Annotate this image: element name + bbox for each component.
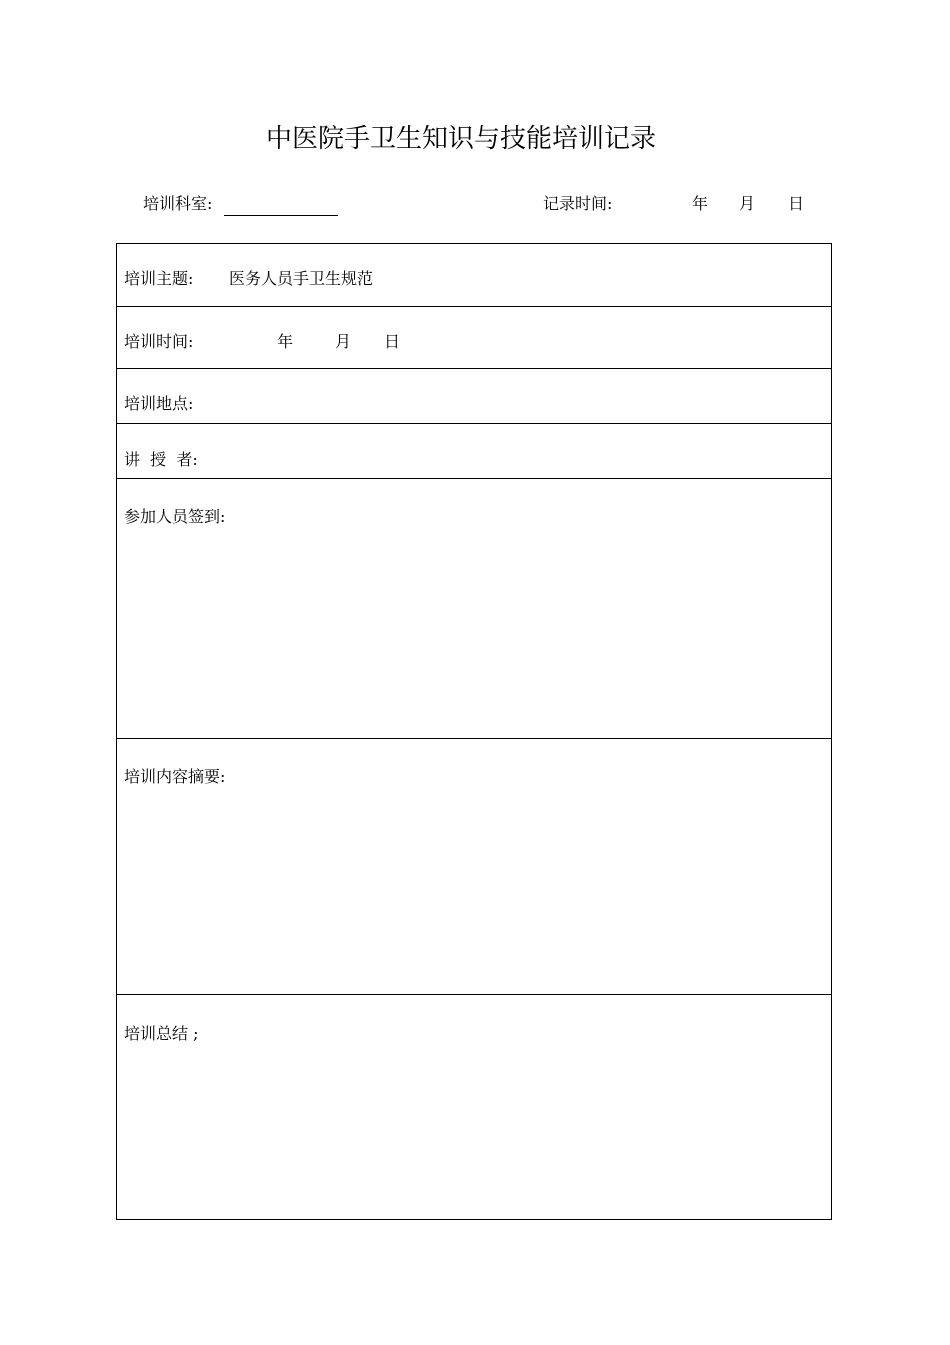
department-blank-line[interactable] bbox=[224, 197, 338, 216]
lecturer-row bbox=[117, 423, 831, 478]
topic-label: 培训主题: bbox=[124, 269, 194, 288]
summary-label: 培训内容摘要: bbox=[124, 767, 226, 786]
time-year-label: 年 bbox=[277, 332, 294, 351]
record-year-label: 年 bbox=[692, 194, 709, 213]
attendees-label: 参加人员签到: bbox=[124, 507, 226, 526]
time-month-label: 月 bbox=[335, 332, 352, 351]
record-day-label: 日 bbox=[788, 194, 805, 213]
training-record-table bbox=[116, 243, 832, 1220]
location-label: 培训地点: bbox=[124, 394, 194, 413]
record-time-field bbox=[543, 192, 805, 216]
department-label: 培训科室: bbox=[143, 194, 213, 213]
time-row bbox=[117, 306, 831, 368]
topic-value: 医务人员手卫生规范 bbox=[229, 269, 374, 288]
time-label: 培训时间: bbox=[124, 332, 194, 351]
lecturer-label: 讲 授 者: bbox=[124, 450, 198, 469]
topic-row bbox=[117, 244, 831, 306]
conclusion-row bbox=[117, 994, 831, 1219]
document-title: 中医院手卫生知识与技能培训记录 bbox=[265, 124, 656, 154]
conclusion-label: 培训总结 ; bbox=[124, 1024, 199, 1043]
record-time-label: 记录时间: bbox=[543, 194, 613, 213]
record-month-label: 月 bbox=[739, 194, 756, 213]
attendees-row bbox=[117, 478, 831, 738]
department-field bbox=[143, 192, 338, 216]
location-row bbox=[117, 368, 831, 423]
summary-row bbox=[117, 738, 831, 994]
time-day-label: 日 bbox=[384, 332, 401, 351]
